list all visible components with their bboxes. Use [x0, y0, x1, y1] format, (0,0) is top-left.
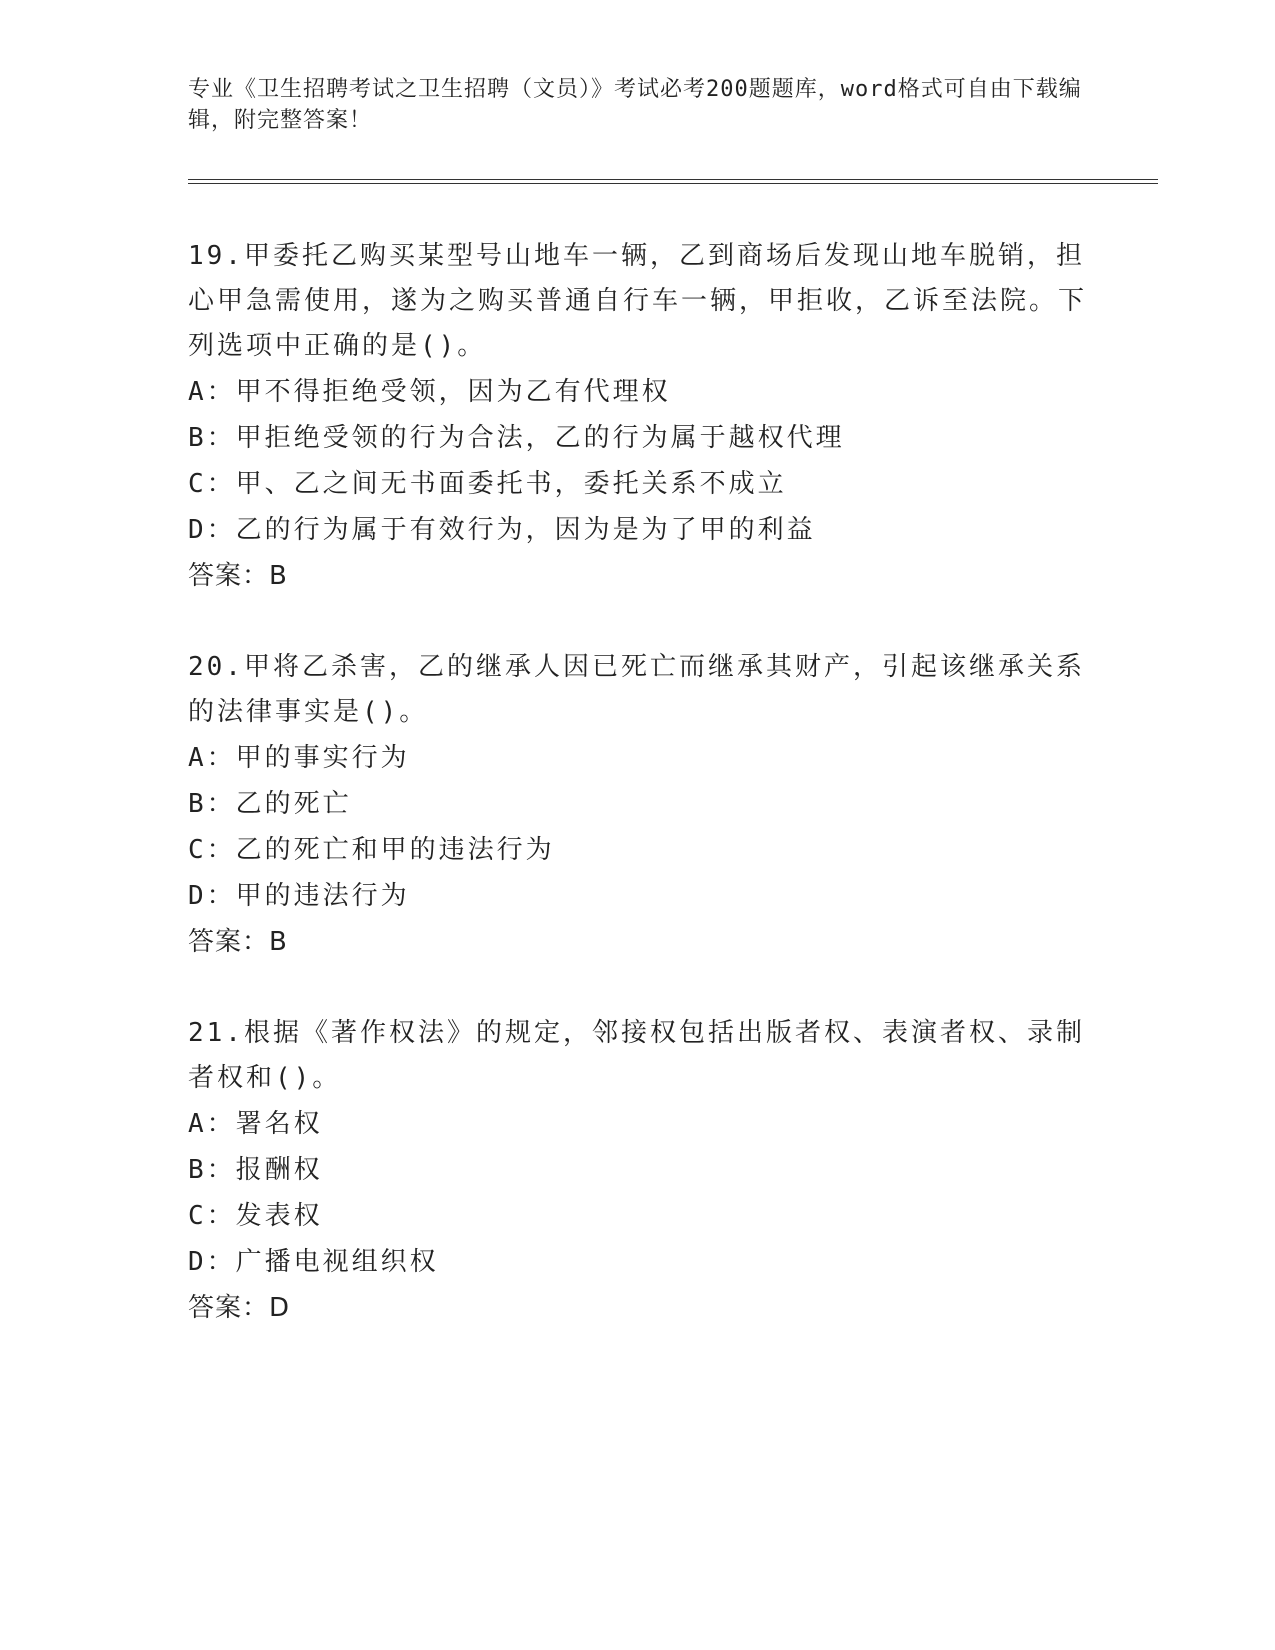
document-header: [188, 74, 1088, 136]
answer: 答案：B: [188, 561, 288, 591]
answer: 答案：B: [188, 927, 288, 957]
option-c: C：乙的死亡和甲的违法行为: [188, 835, 555, 865]
option-d: D：甲的违法行为: [188, 881, 410, 911]
option-b: B：甲拒绝受领的行为合法，乙的行为属于越权代理: [188, 423, 845, 453]
question-stem: 19.甲委托乙购买某型号山地车一辆，乙到商场后发现山地车脱销，担心甲急需使用，遂为之购买普通自行车一辆，甲拒收，乙诉至法院。下列选项中正确的是()。: [188, 241, 1088, 361]
question-20: [188, 645, 1088, 965]
option-a: A：甲的事实行为: [188, 743, 410, 773]
option-d: D：广播电视组织权: [188, 1247, 439, 1277]
header-text: 专业《卫生招聘考试之卫生招聘（文员）》考试必考200题题库，word格式可自由下载编辑，附完整答案！: [188, 77, 1082, 133]
question-stem: 20.甲将乙杀害，乙的继承人因已死亡而继承其财产，引起该继承关系的法律事实是()。: [188, 652, 1085, 727]
option-c: C：甲、乙之间无书面委托书，委托关系不成立: [188, 469, 787, 499]
header-divider-top: [188, 179, 1158, 180]
option-a: A：甲不得拒绝受领，因为乙有代理权: [188, 377, 671, 407]
question-21: [188, 1011, 1088, 1331]
option-c: C：发表权: [188, 1201, 323, 1231]
option-b: B：报酬权: [188, 1155, 323, 1185]
option-a: A：署名权: [188, 1109, 323, 1139]
answer: 答案：D: [188, 1293, 291, 1323]
option-d: D：乙的行为属于有效行为，因为是为了甲的利益: [188, 515, 816, 545]
question-stem: 21.根据《著作权法》的规定，邻接权包括出版者权、表演者权、录制者权和()。: [188, 1018, 1085, 1093]
option-b: B：乙的死亡: [188, 789, 352, 819]
question-19: [188, 234, 1088, 599]
header-divider-bottom: [188, 183, 1158, 184]
